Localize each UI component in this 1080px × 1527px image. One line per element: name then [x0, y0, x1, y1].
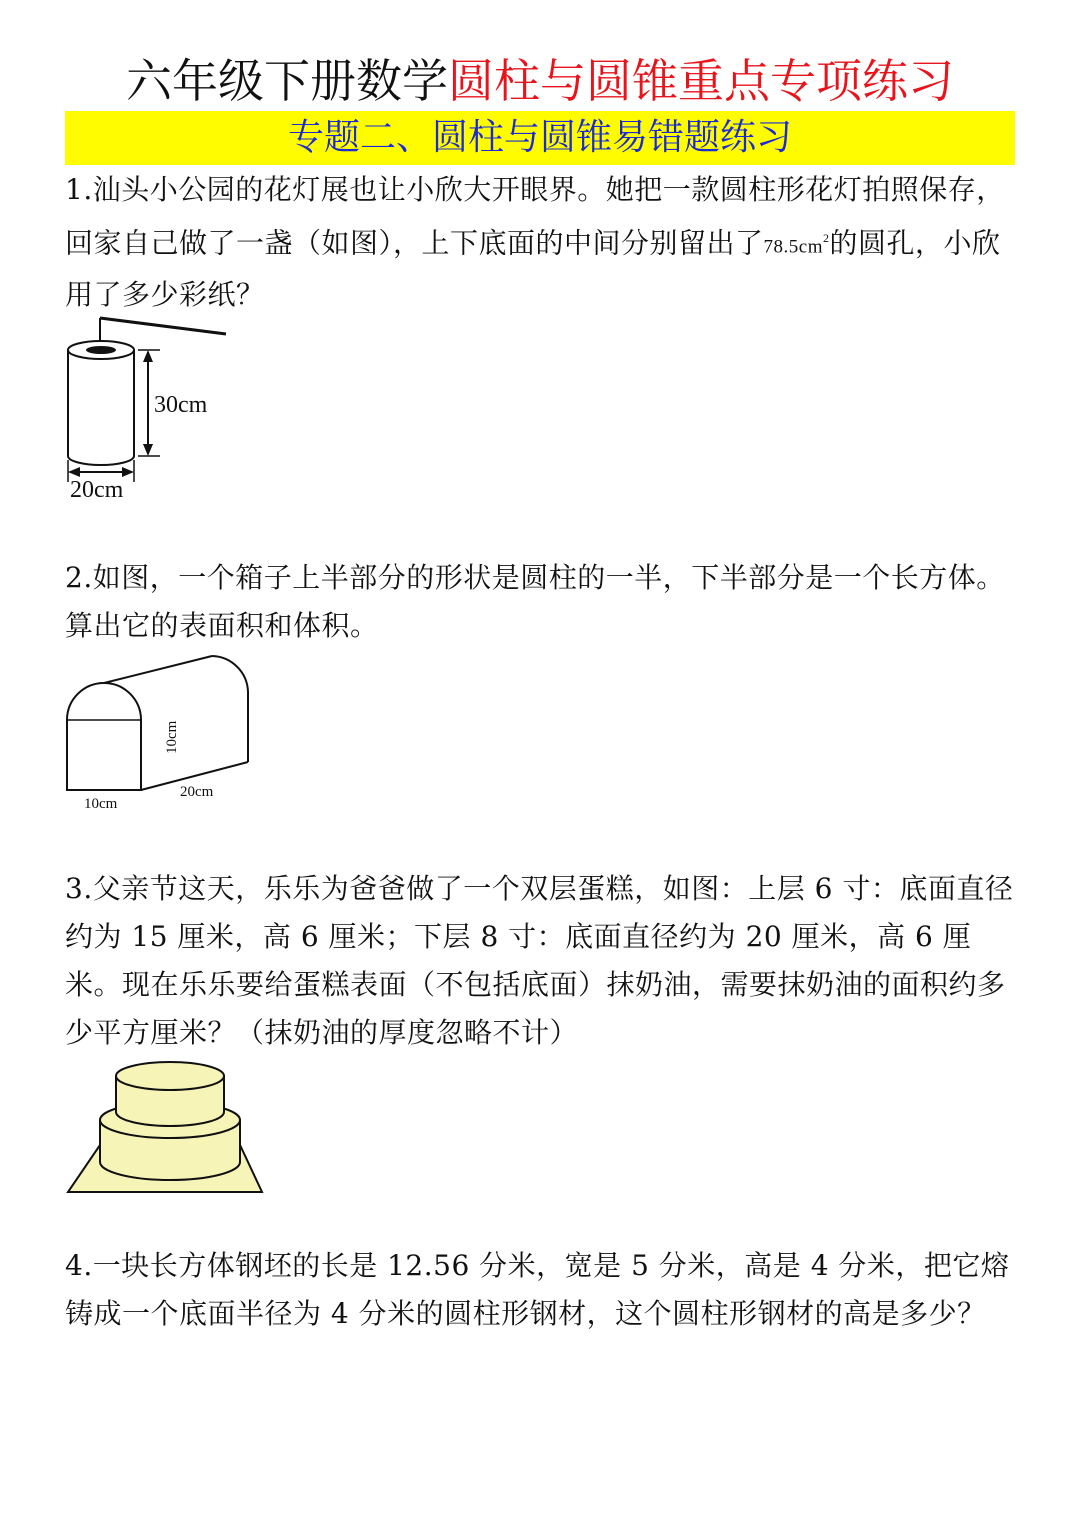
lantern-width-label: 20cm — [70, 477, 124, 503]
question-3: 3.父亲节这天，乐乐为爸爸做了一个双层蛋糕，如图：上层 6 寸：底面直径约为 15 厘米，高 6 厘米；下层 8 寸：底面直径约为 20 厘米，高 6 厘米。现在乐乐要给蛋糕表面（不包括底面）抹奶油，需要抹奶油的面积约多少平方厘米？（抹奶油的厚度忽略不计） — [65, 872, 1014, 1049]
question-1-area-value: 78.5cm — [763, 236, 823, 258]
topic-banner: 专题二、圆柱与圆锥易错题练习 — [65, 111, 1015, 165]
question-1 — [65, 166, 1020, 319]
question-4: 4.一块长方体钢坯的长是 12.56 分米，宽是 5 分米，高是 4 分米，把它熔铸成一个底面半径为 4 分米的圆柱形钢材，这个圆柱形钢材的高是多少？ — [65, 1249, 1010, 1330]
title-part-black: 六年级下册数学 — [126, 54, 448, 108]
box-figure — [60, 650, 260, 820]
box-width-label: 10cm — [84, 796, 118, 812]
question-1-text-a: 1.汕头小公园的花灯展也让小欣大开眼界。她把一款圆柱形花灯拍照保存，回家自己做了一盏（如图），上下底面的中间分别留出了 — [65, 173, 1005, 260]
lantern-figure — [60, 310, 240, 510]
lantern-height-label: 30cm — [154, 392, 208, 418]
box-height-label: 10cm — [164, 720, 180, 754]
page-title — [0, 52, 1080, 110]
cake-figure — [60, 1050, 270, 1200]
title-part-red: 圆柱与圆锥重点专项练习 — [448, 54, 954, 108]
question-2: 2.如图，一个箱子上半部分的形状是圆柱的一半，下半部分是一个长方体。算出它的表面积和体积。 — [65, 561, 1005, 642]
box-length-label: 20cm — [180, 784, 214, 800]
question-1-text-b: 的圆孔，小欣用了多少彩纸？ — [65, 226, 1001, 312]
question-1-area-sup: 2 — [822, 231, 830, 245]
